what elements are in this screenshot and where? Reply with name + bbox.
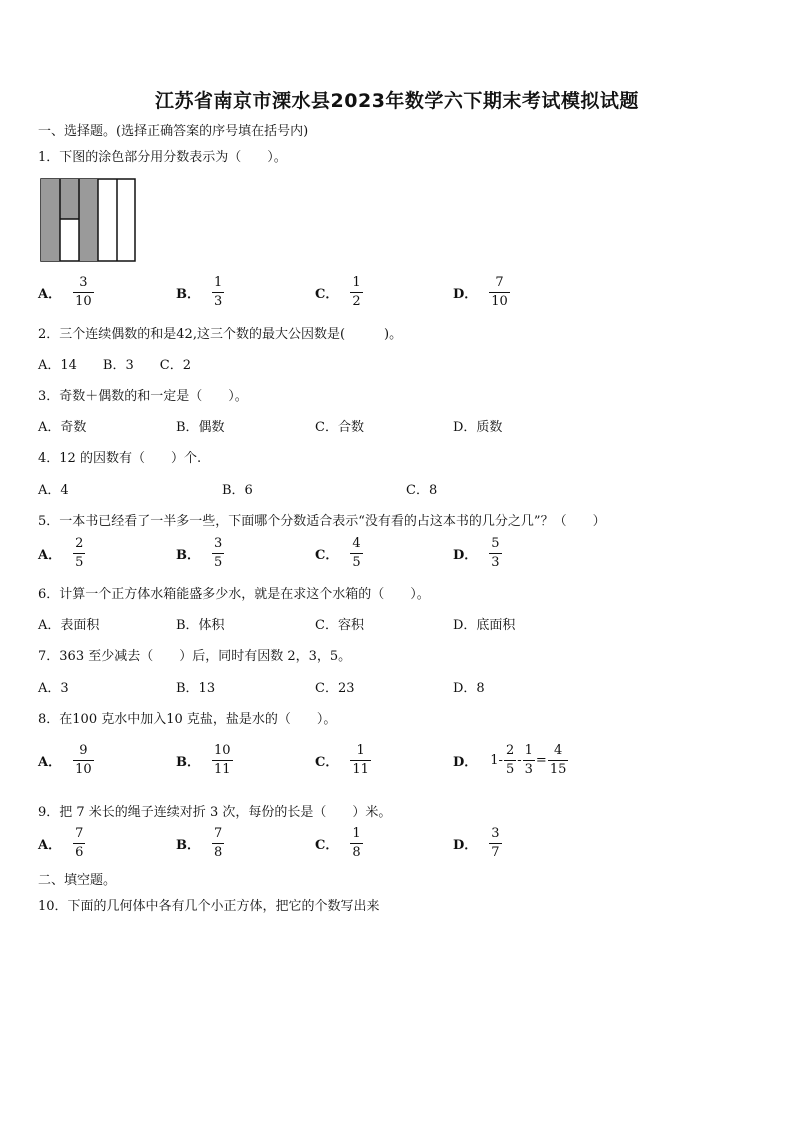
q9-option-b[interactable]: B． $\frac{7}{8}$ (176, 826, 223, 860)
fraction: $\frac{7}{10}$ (491, 275, 508, 309)
section-choice-heading: 一、选择题。(选择正确答案的序号填在括号内) (38, 124, 309, 139)
q3-option-c[interactable]: C．合数 (315, 420, 364, 435)
q9-option-a[interactable]: A． $\frac{7}{6}$ (38, 826, 84, 860)
q4-option-b[interactable]: B．6 (222, 483, 253, 498)
q7-option-c[interactable]: C．23 (315, 681, 355, 696)
math-expression: 1- $\frac{2}{5}$ - $\frac{1}{3}$ = $\frac{4}{15}$ (490, 743, 567, 777)
q7-option-b[interactable]: B．13 (176, 681, 216, 696)
fraction: $\frac{3}{10}$ (75, 275, 92, 309)
question-6: 6．计算一个正方体水箱能盛多少水，就是在求这个水箱的（ ）。 (38, 587, 430, 602)
page-title: 江苏省南京市溧水县2023年数学六下期末考试模拟试题 (155, 90, 639, 112)
fraction: $\frac{7}{6}$ (75, 826, 84, 860)
q7-option-d[interactable]: D．8 (453, 681, 485, 696)
fraction: $\frac{1}{8}$ (352, 826, 361, 860)
q8-option-a[interactable]: A． $\frac{9}{10}$ (38, 743, 92, 777)
question-3: 3．奇数＋偶数的和一定是（ ）。 (38, 389, 248, 404)
q9-option-c[interactable]: C． $\frac{1}{8}$ (315, 826, 361, 860)
q6-option-b[interactable]: B．体积 (176, 618, 225, 633)
question-10: 10．下面的几何体中各有几个小正方体，把它的个数写出来 (38, 899, 380, 914)
fraction: $\frac{9}{10}$ (75, 743, 92, 777)
q7-option-a[interactable]: A．3 (38, 681, 69, 696)
fraction: $\frac{2}{5}$ (75, 536, 84, 570)
q3-option-d[interactable]: D．质数 (453, 420, 503, 435)
fraction: $\frac{1}{11}$ (352, 743, 369, 777)
fraction: $\frac{3}{5}$ (214, 536, 223, 570)
fraction: $\frac{1}{2}$ (352, 275, 361, 309)
fraction: $\frac{4}{5}$ (352, 536, 361, 570)
q8-option-b[interactable]: B． $\frac{10}{11}$ (176, 743, 231, 777)
q6-option-d[interactable]: D．底面积 (453, 618, 516, 633)
q1-option-a[interactable]: A． $\frac{3}{10}$ (38, 275, 92, 309)
q8-option-d[interactable]: D． 1- $\frac{2}{5}$ - $\frac{1}{3}$ = $\frac{4}{15}$ (453, 743, 567, 777)
question-7: 7．363 至少减去（ ）后，同时有因数 2，3，5。 (38, 649, 352, 664)
fraction: $\frac{1}{3}$ (214, 275, 223, 309)
q3-option-b[interactable]: B．偶数 (176, 420, 225, 435)
question-1: 1．下图的涂色部分用分数表示为（ ）。 (38, 150, 287, 165)
q5-option-c[interactable]: C． $\frac{4}{5}$ (315, 536, 361, 570)
question-9: 9．把 7 米长的绳子连续对折 3 次，每份的长是（ ）米。 (38, 805, 392, 820)
q3-option-a[interactable]: A．奇数 (38, 420, 87, 435)
fraction: $\frac{7}{8}$ (214, 826, 223, 860)
fraction: $\frac{10}{11}$ (214, 743, 231, 777)
shaded-column-3 (79, 179, 98, 261)
question-8: 8．在100 克水中加入10 克盐，盐是水的（ ）。 (38, 712, 337, 727)
q4-option-a[interactable]: A．4 (38, 483, 69, 498)
q5-option-a[interactable]: A． $\frac{2}{5}$ (38, 536, 84, 570)
q1-option-b[interactable]: B． $\frac{1}{3}$ (176, 275, 223, 309)
shaded-top-cell (60, 179, 79, 219)
q6-option-c[interactable]: C．容积 (315, 618, 364, 633)
q2-options[interactable]: A．14 B．3 C．2 (38, 358, 191, 373)
fraction: $\frac{3}{7}$ (491, 826, 500, 860)
q1-option-d[interactable]: D． $\frac{7}{10}$ (453, 275, 508, 309)
q1-option-c[interactable]: C． $\frac{1}{2}$ (315, 275, 361, 309)
q5-option-b[interactable]: B． $\frac{3}{5}$ (176, 536, 223, 570)
q6-option-a[interactable]: A．表面积 (38, 618, 100, 633)
question-4: 4．12 的因数有（ ）个. (38, 451, 202, 466)
fraction: $\frac{5}{3}$ (491, 536, 500, 570)
shaded-column-1 (41, 179, 60, 261)
question-5: 5．一本书已经看了一半多一些，下面哪个分数适合表示“没有看的占这本书的几分之几”？（ ） (38, 514, 606, 529)
q8-option-c[interactable]: C． $\frac{1}{11}$ (315, 743, 369, 777)
q4-option-c[interactable]: C．8 (406, 483, 438, 498)
section-fill-heading: 二、填空题。 (38, 873, 117, 888)
q9-option-d[interactable]: D． $\frac{3}{7}$ (453, 826, 500, 860)
shaded-rectangle-figure (40, 178, 136, 262)
question-2: 2．三个连续偶数的和是42,这三个数的最大公因数是( )。 (38, 327, 403, 342)
q5-option-d[interactable]: D． $\frac{5}{3}$ (453, 536, 500, 570)
